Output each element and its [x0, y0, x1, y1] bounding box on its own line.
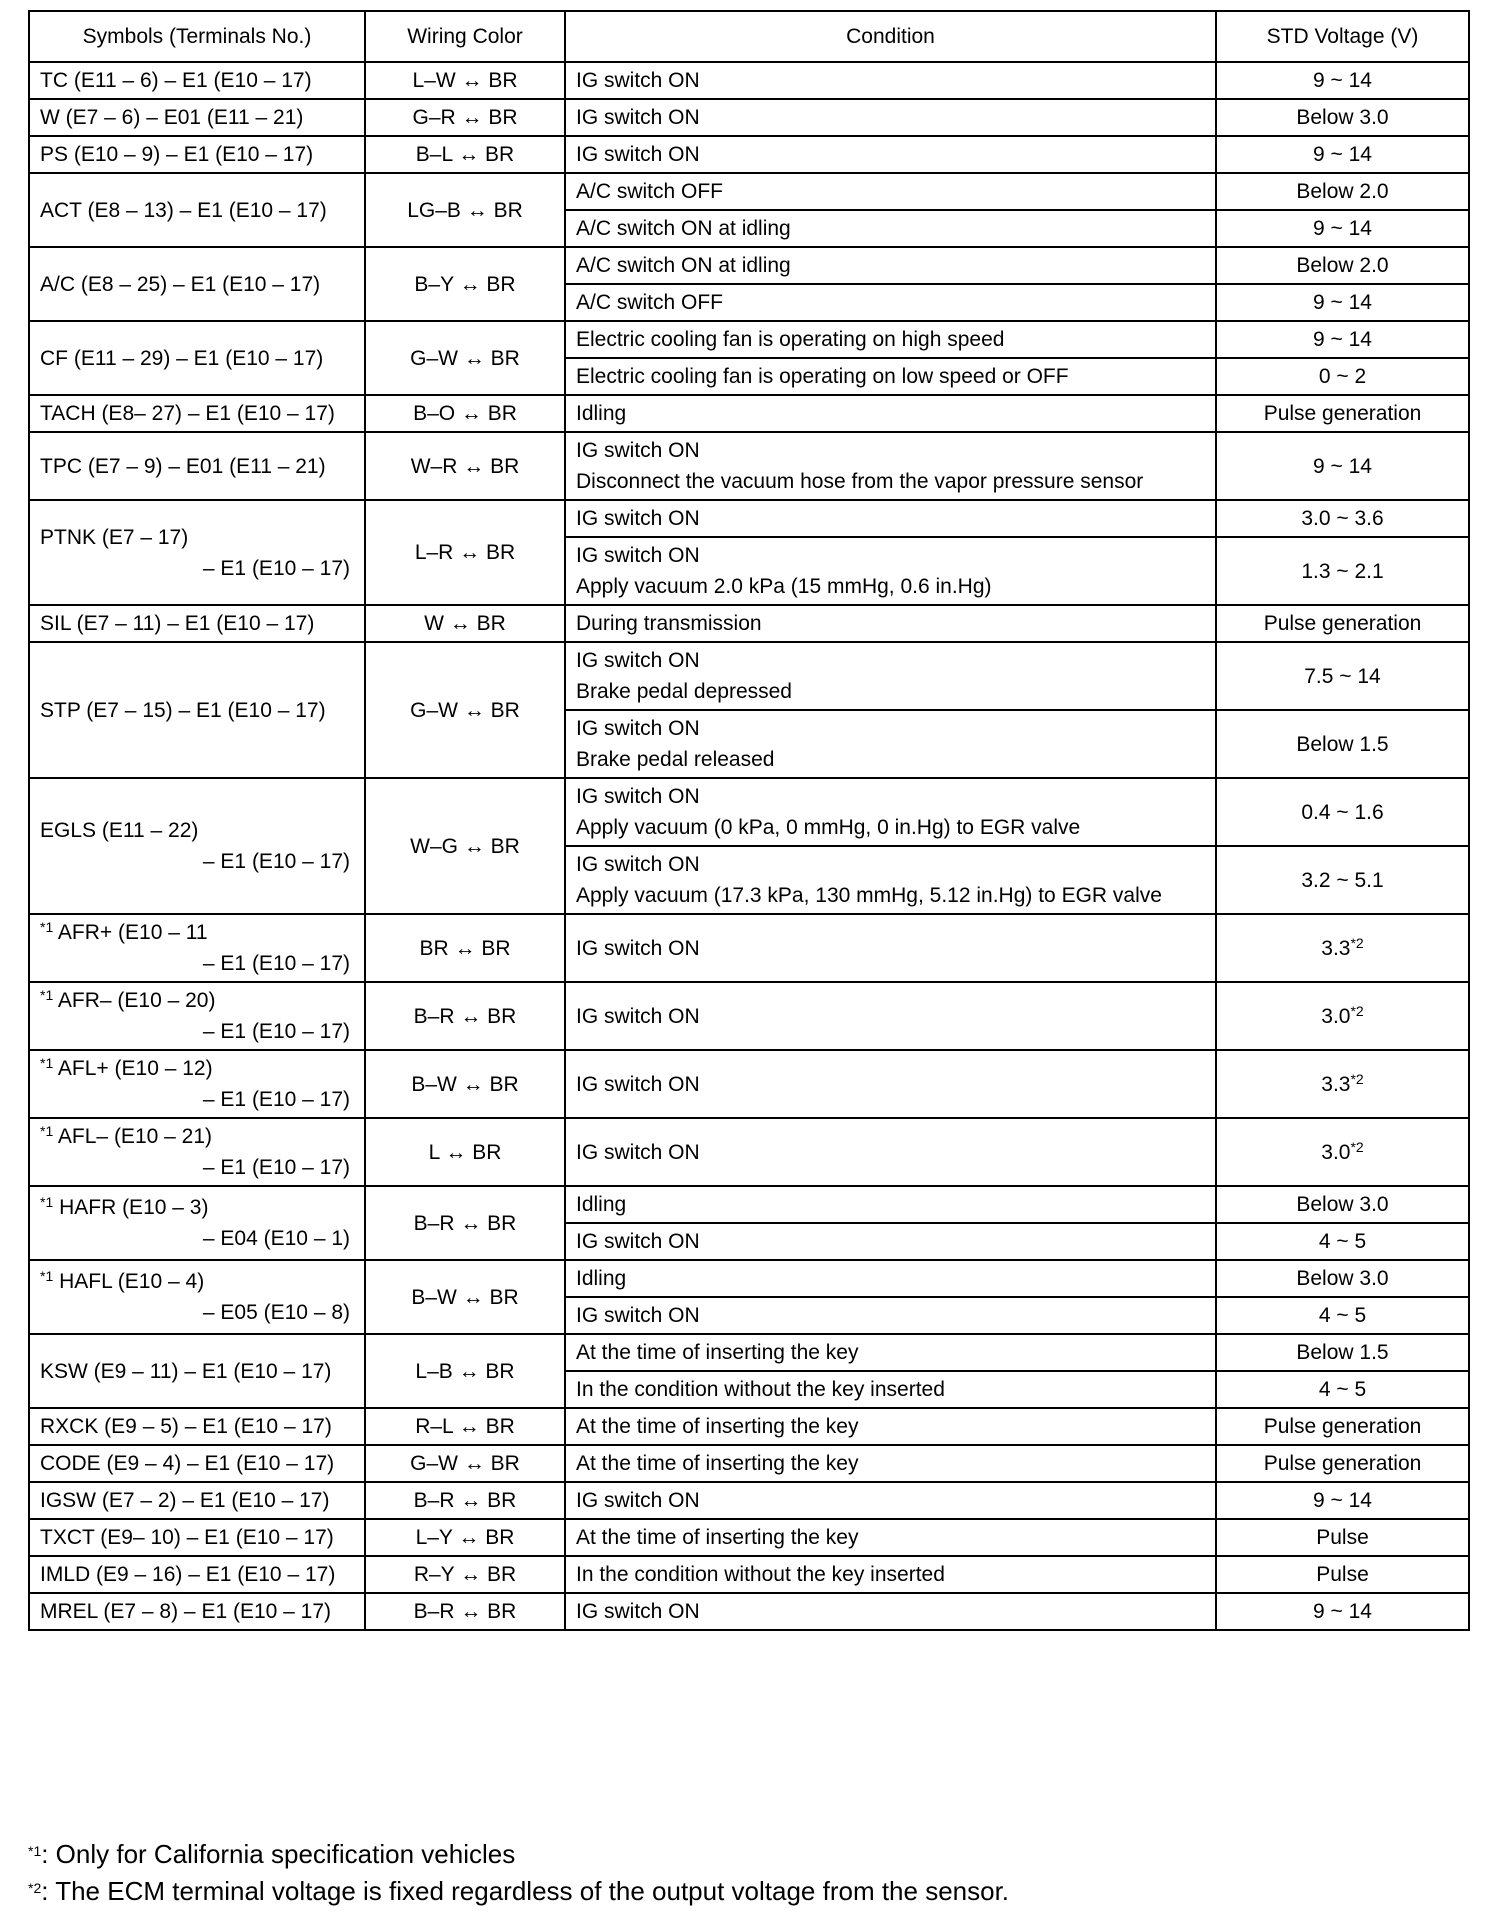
terminal-symbol-text: TPC (E7 – 9) – E01 (E11 – 21) — [40, 454, 326, 478]
terminal-symbol — [29, 321, 365, 395]
terminal-symbol-text: TACH (E8– 27) – E1 (E10 – 17) — [40, 402, 335, 425]
std-voltage — [1216, 210, 1469, 247]
std-voltage — [1216, 778, 1469, 846]
condition-cell — [565, 247, 1216, 284]
std-voltage-value: Below 3.0 — [1296, 1267, 1389, 1290]
terminal-symbol-text: A/C (E8 – 25) – E1 (E10 – 17) — [40, 272, 321, 296]
std-voltage — [1216, 99, 1469, 136]
std-voltage — [1216, 284, 1469, 321]
condition-cell — [565, 1118, 1216, 1186]
note-mark: *1 — [40, 1123, 54, 1139]
table-row — [29, 432, 1469, 500]
std-voltage-value: 3.0 — [1321, 1140, 1351, 1164]
condition-cell — [565, 1371, 1216, 1408]
std-voltage — [1216, 358, 1469, 395]
condition-cell — [565, 1519, 1216, 1556]
table-row — [29, 136, 1469, 173]
terminal-symbol-text: AFL– (E10 – 21) — [53, 1125, 212, 1148]
terminal-symbol — [29, 395, 365, 432]
table-row — [29, 914, 1469, 982]
std-voltage-value: Below 1.5 — [1296, 732, 1389, 756]
condition-text: IG switch ON — [576, 1304, 700, 1327]
wiring-color: R–L ↔ BR — [365, 1408, 565, 1445]
table-row — [29, 1050, 1469, 1118]
condition-text: At the time of inserting the key — [576, 1415, 859, 1438]
condition-cell — [565, 1482, 1216, 1519]
condition-text: IG switch ON — [576, 1072, 700, 1096]
std-voltage — [1216, 1371, 1469, 1408]
std-voltage-value: 9 ~ 14 — [1313, 291, 1372, 314]
condition-text: In the condition without the key inserted — [576, 1378, 945, 1401]
note-mark: *1 — [40, 987, 54, 1003]
condition-cell — [565, 605, 1216, 642]
std-voltage-value: 4 ~ 5 — [1318, 1378, 1367, 1401]
table-row — [29, 173, 1469, 210]
wiring-color: L–R ↔ BR — [365, 500, 565, 605]
condition-cell — [565, 432, 1216, 500]
wiring-color: G–W ↔ BR — [365, 1445, 565, 1482]
terminal-symbol-ground: – E1 (E10 – 17) — [202, 1088, 350, 1111]
condition-cell — [565, 1556, 1216, 1593]
std-voltage — [1216, 136, 1469, 173]
condition-cell — [565, 1297, 1216, 1334]
condition-text: IG switch ON — [576, 853, 700, 876]
terminal-symbol — [29, 1556, 365, 1593]
std-voltage-value: 9 ~ 14 — [1313, 143, 1372, 166]
terminal-symbol-text: PS (E10 – 9) – E1 (E10 – 17) — [40, 143, 314, 166]
condition-cell — [565, 1223, 1216, 1260]
condition-text: IG switch ON — [576, 507, 700, 530]
std-voltage-value: Pulse — [1316, 1563, 1369, 1586]
table-row — [29, 99, 1469, 136]
terminal-symbol-text: KSW (E9 – 11) – E1 (E10 – 17) — [40, 1359, 332, 1383]
table-row — [29, 1408, 1469, 1445]
std-voltage — [1216, 537, 1469, 605]
condition-text: IG switch ON — [576, 1004, 700, 1028]
header-symbols: Symbols (Terminals No.) — [29, 11, 365, 62]
std-voltage — [1216, 914, 1469, 982]
std-voltage — [1216, 1519, 1469, 1556]
terminal-symbol — [29, 1482, 365, 1519]
std-voltage — [1216, 247, 1469, 284]
terminal-symbol-ground: – E1 (E10 – 17) — [202, 850, 350, 873]
table-row — [29, 321, 1469, 358]
condition-cell — [565, 321, 1216, 358]
condition-cell — [565, 642, 1216, 710]
std-voltage-value: 9 ~ 14 — [1313, 69, 1372, 92]
table-row — [29, 642, 1469, 710]
header-condition: Condition — [565, 11, 1216, 62]
table-row — [29, 1186, 1469, 1223]
condition-text: A/C switch ON at idling — [576, 254, 791, 277]
table-header-row — [29, 11, 1469, 62]
condition-cell — [565, 62, 1216, 99]
std-voltage-value: Pulse generation — [1263, 1452, 1422, 1475]
std-voltage-value: Pulse generation — [1263, 402, 1422, 425]
terminal-symbol-text: ACT (E8 – 13) – E1 (E10 – 17) — [40, 198, 327, 222]
wiring-color: B–W ↔ BR — [365, 1260, 565, 1334]
condition-text: IG switch ON — [576, 1600, 700, 1623]
terminal-symbol-text: AFR– (E10 – 20) — [53, 989, 216, 1012]
std-voltage-value: 3.0 ~ 3.6 — [1301, 507, 1384, 530]
std-voltage — [1216, 982, 1469, 1050]
std-voltage — [1216, 1593, 1469, 1630]
terminal-symbol — [29, 62, 365, 99]
terminal-symbol-ground: – E04 (E10 – 1) — [202, 1227, 350, 1250]
terminal-symbol — [29, 1118, 365, 1186]
terminal-symbol-text: STP (E7 – 15) – E1 (E10 – 17) — [40, 698, 326, 722]
condition-cell — [565, 1334, 1216, 1371]
std-voltage-value: Below 1.5 — [1296, 1341, 1389, 1364]
std-voltage-value: 9 ~ 14 — [1313, 217, 1372, 240]
std-voltage-value: 1.3 ~ 2.1 — [1301, 559, 1384, 583]
terminal-symbol-text: HAFR (E10 – 3) — [53, 1196, 209, 1219]
table-row — [29, 778, 1469, 846]
table-body — [29, 62, 1469, 1630]
note-mark: *2 — [1350, 1070, 1364, 1087]
condition-cell — [565, 914, 1216, 982]
std-voltage — [1216, 1223, 1469, 1260]
condition-text: IG switch ON — [576, 69, 700, 92]
std-voltage-value: 4 ~ 5 — [1318, 1304, 1367, 1327]
condition-cell — [565, 1408, 1216, 1445]
table-row — [29, 395, 1469, 432]
condition-cell — [565, 846, 1216, 914]
std-voltage-value: 0 ~ 2 — [1318, 365, 1367, 388]
condition-text: Electric cooling fan is operating on low speed or OFF — [576, 365, 1069, 388]
std-voltage-value: Pulse generation — [1263, 1415, 1422, 1438]
condition-cell — [565, 1186, 1216, 1223]
terminal-symbol-text: EGLS (E11 – 22) — [40, 819, 199, 842]
terminal-symbol-text: HAFL (E10 – 4) — [53, 1270, 205, 1293]
condition-text: Electric cooling fan is operating on high speed — [576, 328, 1005, 351]
condition-text: IG switch ON — [576, 1140, 700, 1164]
terminal-symbol — [29, 1519, 365, 1556]
wiring-color: B–O ↔ BR — [365, 395, 565, 432]
footnote-2 — [28, 1873, 1009, 1910]
condition-text: A/C switch ON at idling — [576, 217, 791, 240]
terminal-symbol — [29, 1408, 365, 1445]
condition-text: IG switch ON — [576, 1489, 700, 1512]
condition-detail: Brake pedal released — [576, 748, 775, 771]
terminal-symbol-text: PTNK (E7 – 17) — [40, 525, 189, 549]
table-row — [29, 1118, 1469, 1186]
condition-cell — [565, 1260, 1216, 1297]
wiring-color: G–R ↔ BR — [365, 99, 565, 136]
wiring-color: LG–B ↔ BR — [365, 173, 565, 247]
wiring-color: B–R ↔ BR — [365, 982, 565, 1050]
std-voltage — [1216, 642, 1469, 710]
condition-text: At the time of inserting the key — [576, 1452, 859, 1475]
table-row — [29, 1593, 1469, 1630]
terminal-symbol — [29, 1445, 365, 1482]
wiring-color: B–L ↔ BR — [365, 136, 565, 173]
terminal-symbol — [29, 247, 365, 321]
wiring-color: L–Y ↔ BR — [365, 1519, 565, 1556]
std-voltage — [1216, 395, 1469, 432]
std-voltage — [1216, 1118, 1469, 1186]
wiring-color: G–W ↔ BR — [365, 321, 565, 395]
condition-text: IG switch ON — [576, 1230, 700, 1253]
table-row — [29, 1556, 1469, 1593]
condition-detail: Apply vacuum (17.3 kPa, 130 mmHg, 5.12 in.Hg) to EGR valve — [576, 884, 1162, 907]
table-row — [29, 62, 1469, 99]
footnote-text: : The ECM terminal voltage is fixed regardless of the output voltage from the sensor. — [41, 1876, 1010, 1906]
condition-text: IG switch ON — [576, 106, 700, 129]
std-voltage — [1216, 173, 1469, 210]
table-row — [29, 1519, 1469, 1556]
std-voltage-value: Below 2.0 — [1296, 180, 1389, 203]
terminal-symbol — [29, 982, 365, 1050]
table-row — [29, 982, 1469, 1050]
std-voltage-value: 9 ~ 14 — [1313, 1600, 1372, 1623]
condition-cell — [565, 1593, 1216, 1630]
note-mark: *1 — [40, 1268, 54, 1284]
table-row — [29, 247, 1469, 284]
wiring-color: B–R ↔ BR — [365, 1482, 565, 1519]
wiring-color: R–Y ↔ BR — [365, 1556, 565, 1593]
terminal-symbol-text: TXCT (E9– 10) – E1 (E10 – 17) — [40, 1526, 334, 1549]
terminal-symbol — [29, 1334, 365, 1408]
condition-detail: Brake pedal depressed — [576, 680, 792, 703]
std-voltage-value: 3.3 — [1321, 1072, 1351, 1096]
std-voltage-value: 9 ~ 14 — [1313, 454, 1372, 478]
table-row — [29, 605, 1469, 642]
note-mark: *1 — [40, 1194, 54, 1210]
terminal-voltage-table — [28, 10, 1470, 1631]
footnote-text: : Only for California specification vehicles — [41, 1839, 516, 1869]
terminal-symbol-text: CODE (E9 – 4) – E1 (E10 – 17) — [40, 1452, 335, 1475]
terminal-symbol-text: TC (E11 – 6) – E1 (E10 – 17) — [40, 69, 312, 92]
std-voltage — [1216, 321, 1469, 358]
table-row — [29, 1482, 1469, 1519]
condition-cell — [565, 500, 1216, 537]
wiring-color: B–W ↔ BR — [365, 1050, 565, 1118]
wiring-color: W ↔ BR — [365, 605, 565, 642]
condition-text: At the time of inserting the key — [576, 1341, 859, 1364]
std-voltage — [1216, 1334, 1469, 1371]
note-mark: *2 — [1350, 1002, 1364, 1019]
terminal-symbol — [29, 432, 365, 500]
condition-cell — [565, 1050, 1216, 1118]
terminal-symbol — [29, 99, 365, 136]
condition-text: A/C switch OFF — [576, 291, 724, 314]
std-voltage-value: Pulse — [1316, 1526, 1369, 1549]
condition-text: IG switch ON — [576, 544, 700, 567]
condition-text: Idling — [576, 402, 627, 425]
terminal-symbol-ground: – E1 (E10 – 17) — [202, 1156, 350, 1179]
wiring-color: L ↔ BR — [365, 1118, 565, 1186]
std-voltage — [1216, 432, 1469, 500]
condition-text: IG switch ON — [576, 936, 700, 960]
std-voltage-value: 9 ~ 14 — [1313, 328, 1372, 351]
condition-text: A/C switch OFF — [576, 180, 724, 203]
condition-detail: Apply vacuum 2.0 kPa (15 mmHg, 0.6 in.Hg) — [576, 575, 992, 598]
condition-cell — [565, 710, 1216, 778]
condition-text: IG switch ON — [576, 785, 700, 808]
terminal-symbol-text: IGSW (E7 – 2) – E1 (E10 – 17) — [40, 1489, 330, 1512]
std-voltage — [1216, 1408, 1469, 1445]
terminal-symbol-ground: – E1 (E10 – 17) — [202, 556, 350, 580]
condition-text: In the condition without the key inserted — [576, 1563, 945, 1586]
std-voltage — [1216, 605, 1469, 642]
terminal-symbol — [29, 1260, 365, 1334]
condition-detail: Apply vacuum (0 kPa, 0 mmHg, 0 in.Hg) to EGR valve — [576, 816, 1081, 839]
terminal-symbol-text: SIL (E7 – 11) – E1 (E10 – 17) — [40, 612, 315, 635]
std-voltage — [1216, 1482, 1469, 1519]
wiring-color: BR ↔ BR — [365, 914, 565, 982]
condition-cell — [565, 982, 1216, 1050]
std-voltage — [1216, 1297, 1469, 1334]
std-voltage — [1216, 500, 1469, 537]
condition-text: At the time of inserting the key — [576, 1526, 859, 1549]
footnote-mark: *2 — [28, 1880, 42, 1896]
std-voltage-value: 0.4 ~ 1.6 — [1301, 800, 1384, 824]
std-voltage-value: 4 ~ 5 — [1318, 1230, 1367, 1253]
header-std-voltage: STD Voltage (V) — [1216, 11, 1469, 62]
std-voltage-value: 9 ~ 14 — [1313, 1489, 1372, 1512]
std-voltage — [1216, 62, 1469, 99]
condition-detail: Disconnect the vacuum hose from the vapor pressure sensor — [576, 470, 1144, 493]
footnote-mark: *1 — [28, 1843, 42, 1859]
table-row — [29, 1445, 1469, 1482]
std-voltage-value: 3.0 — [1321, 1004, 1351, 1028]
terminal-symbol-text: W (E7 – 6) – E01 (E11 – 21) — [40, 106, 304, 129]
std-voltage — [1216, 1556, 1469, 1593]
condition-cell — [565, 284, 1216, 321]
note-mark: *1 — [40, 1055, 54, 1071]
terminal-symbol-ground: – E1 (E10 – 17) — [202, 952, 350, 975]
condition-cell — [565, 173, 1216, 210]
footnote-1 — [28, 1836, 1009, 1873]
std-voltage — [1216, 710, 1469, 778]
terminal-symbol-text: IMLD (E9 – 16) – E1 (E10 – 17) — [40, 1563, 336, 1586]
std-voltage — [1216, 1260, 1469, 1297]
std-voltage-value: Below 2.0 — [1296, 254, 1389, 277]
condition-text: IG switch ON — [576, 649, 700, 672]
table-row — [29, 500, 1469, 537]
terminal-symbol-ground: – E05 (E10 – 8) — [202, 1301, 350, 1324]
wiring-color: G–W ↔ BR — [365, 642, 565, 778]
std-voltage-value: Pulse generation — [1263, 612, 1422, 635]
note-mark: *2 — [1350, 934, 1364, 951]
terminal-symbol-text: MREL (E7 – 8) – E1 (E10 – 17) — [40, 1600, 332, 1623]
terminal-symbol-text: AFR+ (E10 – 11 — [53, 921, 208, 944]
wiring-color: W–G ↔ BR — [365, 778, 565, 914]
terminal-symbol — [29, 778, 365, 914]
wiring-color: B–Y ↔ BR — [365, 247, 565, 321]
std-voltage — [1216, 846, 1469, 914]
condition-cell — [565, 99, 1216, 136]
condition-text: IG switch ON — [576, 717, 700, 740]
std-voltage-value: 3.3 — [1321, 936, 1351, 960]
wiring-color: L–B ↔ BR — [365, 1334, 565, 1408]
condition-text: During transmission — [576, 612, 762, 635]
condition-cell — [565, 358, 1216, 395]
header-wiring-color: Wiring Color — [365, 11, 565, 62]
wiring-color: B–R ↔ BR — [365, 1593, 565, 1630]
terminal-symbol — [29, 1186, 365, 1260]
terminal-symbol — [29, 1593, 365, 1630]
condition-cell — [565, 778, 1216, 846]
terminal-symbol — [29, 500, 365, 605]
condition-text: Idling — [576, 1193, 627, 1216]
condition-cell — [565, 136, 1216, 173]
terminal-symbol-text: AFL+ (E10 – 12) — [53, 1057, 213, 1080]
std-voltage — [1216, 1445, 1469, 1482]
condition-cell — [565, 537, 1216, 605]
std-voltage-value: Below 3.0 — [1296, 106, 1389, 129]
std-voltage — [1216, 1050, 1469, 1118]
note-mark: *2 — [1350, 1138, 1364, 1155]
terminal-symbol — [29, 642, 365, 778]
footnotes — [28, 1836, 1009, 1910]
condition-text: Idling — [576, 1267, 627, 1290]
condition-cell — [565, 210, 1216, 247]
table-row — [29, 1334, 1469, 1371]
std-voltage-value: Below 3.0 — [1296, 1193, 1389, 1216]
wiring-color: B–R ↔ BR — [365, 1186, 565, 1260]
std-voltage-value: 7.5 ~ 14 — [1304, 664, 1381, 688]
terminal-symbol-ground: – E1 (E10 – 17) — [202, 1020, 350, 1043]
wiring-color: W–R ↔ BR — [365, 432, 565, 500]
terminal-symbol-text: RXCK (E9 – 5) – E1 (E10 – 17) — [40, 1415, 332, 1438]
terminal-symbol — [29, 136, 365, 173]
terminal-symbol — [29, 1050, 365, 1118]
condition-text: IG switch ON — [576, 143, 700, 166]
std-voltage-value: 3.2 ~ 5.1 — [1301, 868, 1384, 892]
condition-cell — [565, 1445, 1216, 1482]
table-row — [29, 1260, 1469, 1297]
terminal-symbol — [29, 605, 365, 642]
terminal-symbol — [29, 173, 365, 247]
terminal-symbol — [29, 914, 365, 982]
condition-text: IG switch ON — [576, 439, 700, 462]
condition-cell — [565, 395, 1216, 432]
note-mark: *1 — [40, 919, 54, 935]
std-voltage — [1216, 1186, 1469, 1223]
wiring-color: L–W ↔ BR — [365, 62, 565, 99]
terminal-symbol-text: CF (E11 – 29) – E1 (E10 – 17) — [40, 346, 324, 370]
